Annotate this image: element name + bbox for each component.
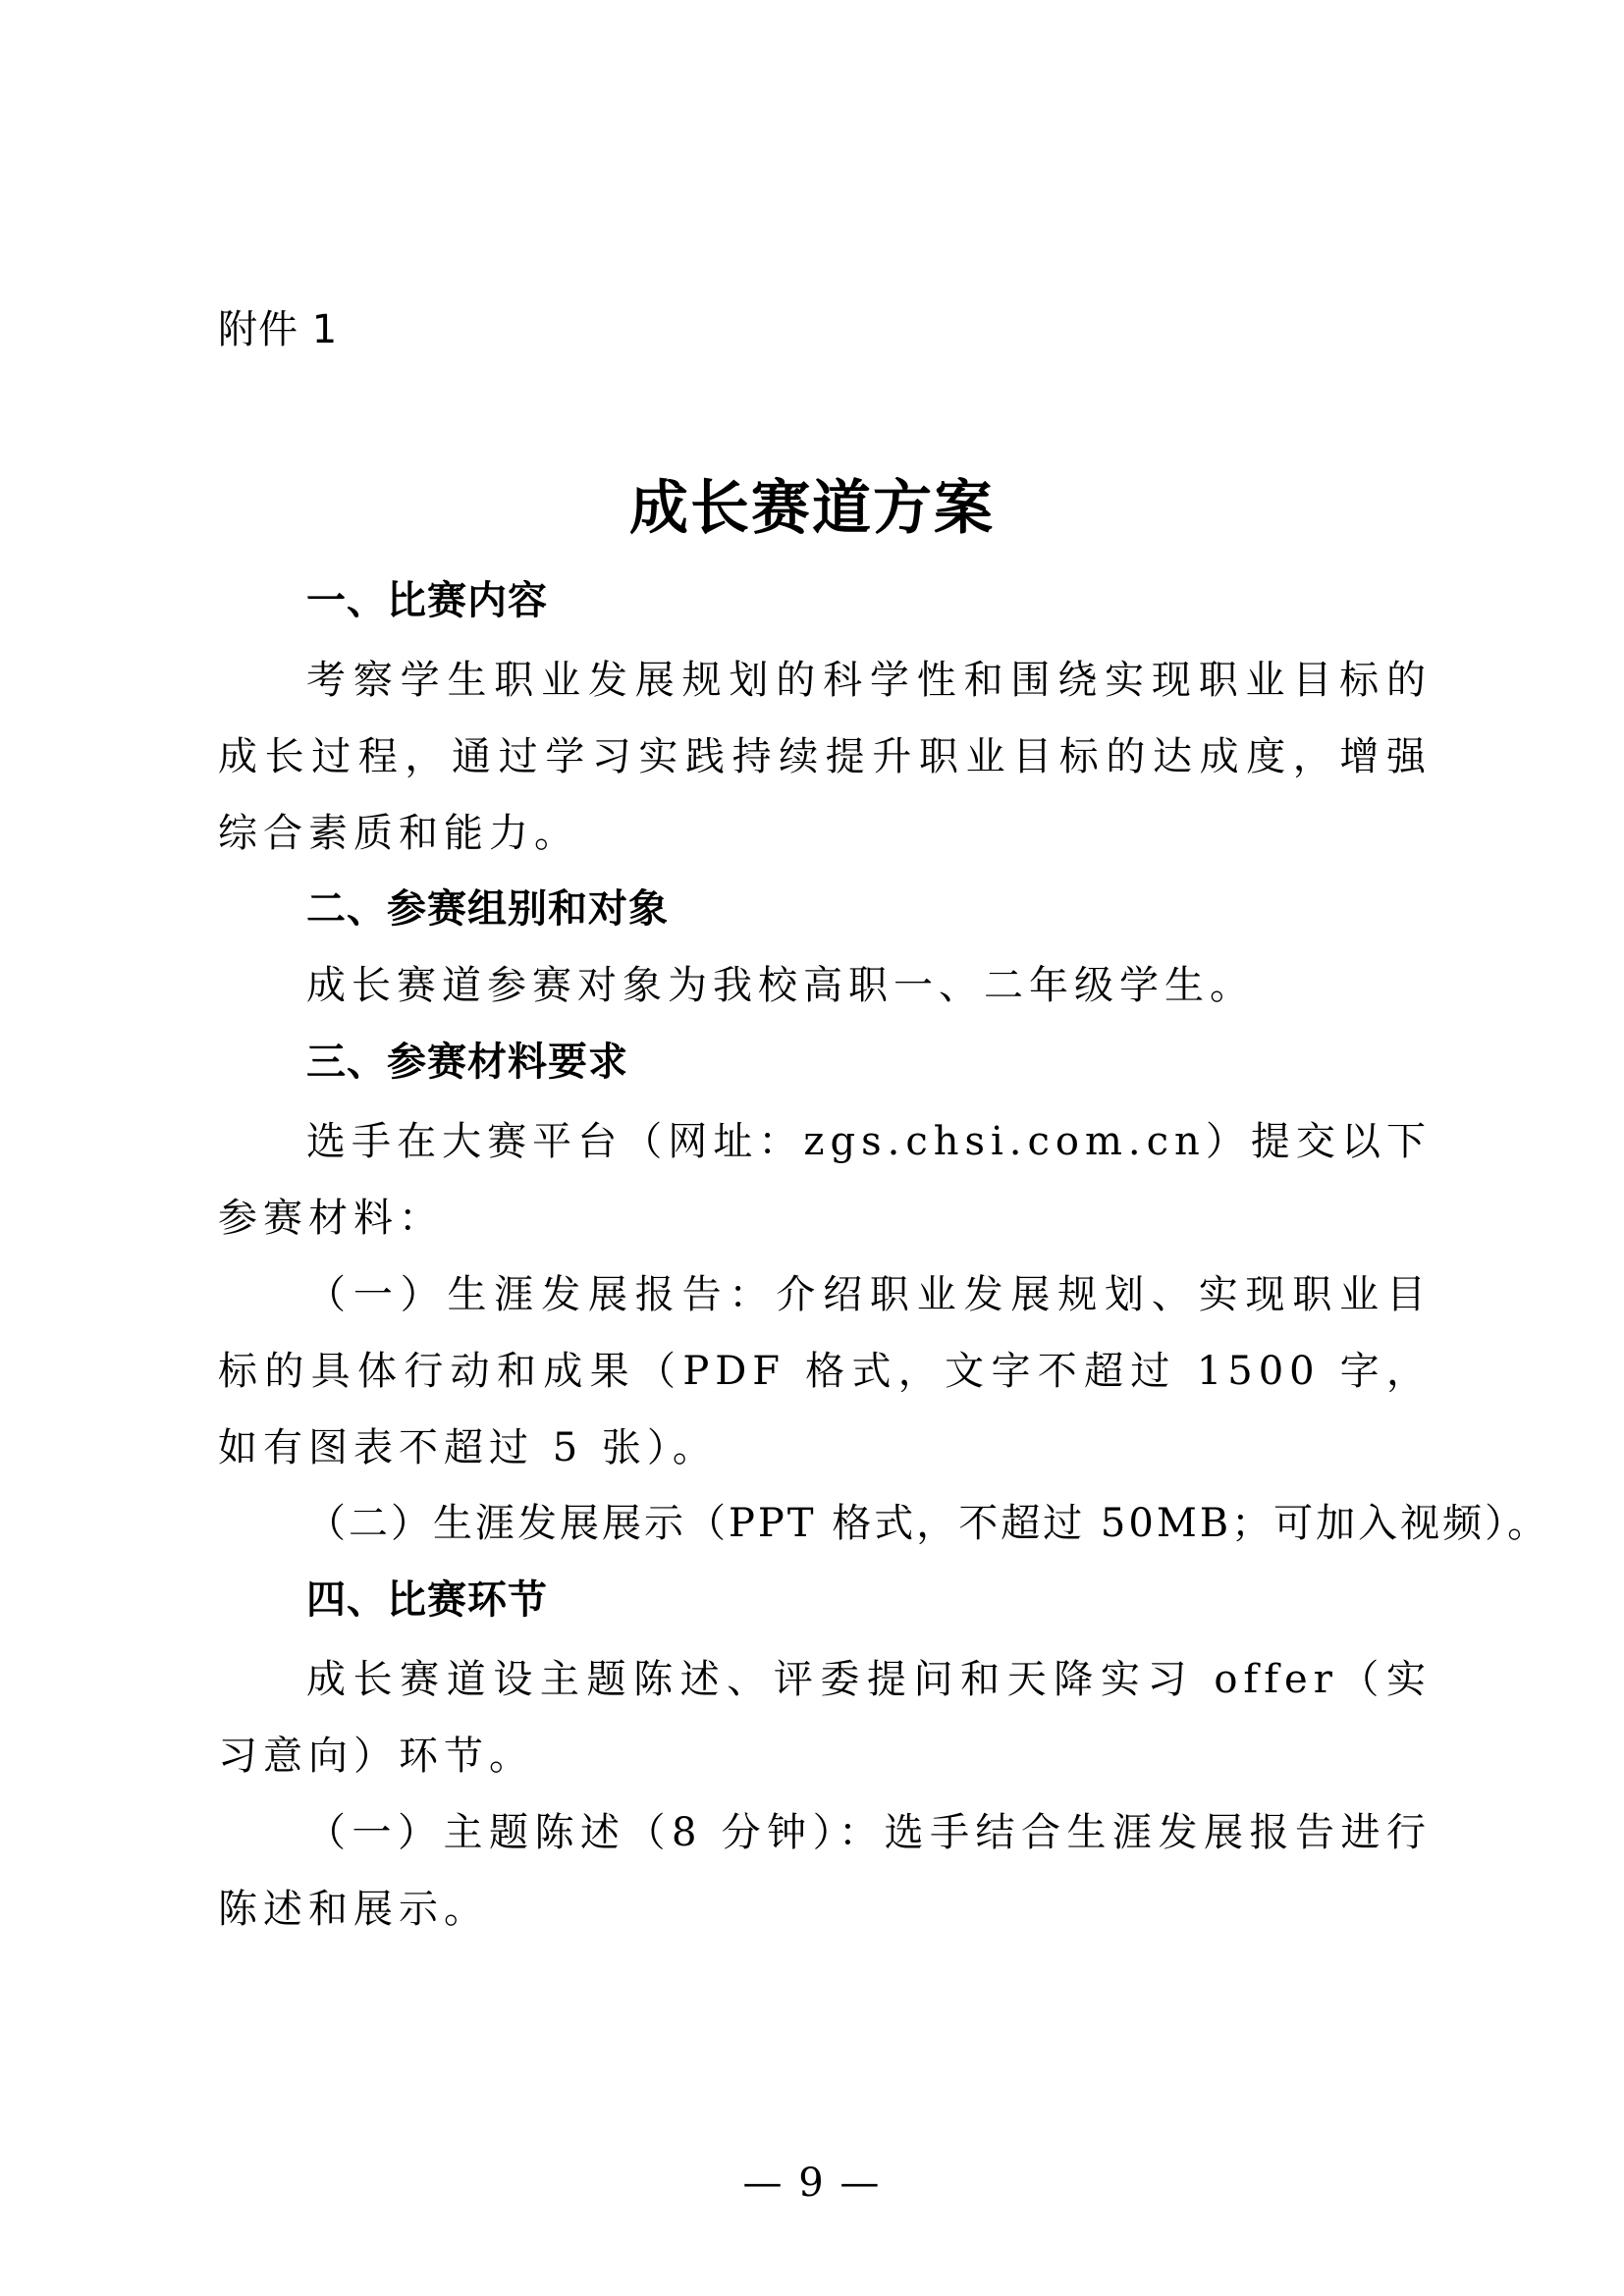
section-paragraph-stages-intro: 成长赛道设主题陈述、评委提问和天降实习 offer（实习意向）环节。 [218,1657,1432,1779]
section-heading-stages: 四、比赛环节 [306,1577,548,1623]
section-paragraph-materials-intro: 选手在大赛平台（网址：zgs.chsi.com.cn）提交以下参赛材料： [218,1119,1432,1241]
section-paragraph-career-showcase: （二）生涯发展展示（PPT 格式，不超过 50MB；可加入视频）。 [306,1501,1550,1546]
section-paragraph-groups: 成长赛道参赛对象为我校高职一、二年级学生。 [306,963,1255,1008]
attachment-label: 附件 1 [218,307,339,352]
section-paragraph-career-report: （一）生涯发展报告：介绍职业发展规划、实现职业目标的具体行动和成果（PDF 格式，文字不超过 1500 字，如有图表不超过 5 张）。 [218,1272,1432,1470]
section-paragraph-theme-statement: （一）主题陈述（8 分钟）：选手结合生涯发展报告进行陈述和展示。 [218,1810,1432,1932]
section-heading-materials: 三、参赛材料要求 [306,1040,628,1085]
section-heading-content: 一、比赛内容 [306,578,548,623]
section-paragraph-content: 考察学生职业发展规划的科学性和围绕实现职业目标的成长过程，通过学习实践持续提升职业目标的达成度，增强综合素质和能力。 [218,658,1432,856]
section-heading-groups: 二、参赛组别和对象 [306,886,669,932]
document-title: 成长赛道方案 [629,474,995,543]
page-number: — 9 — [742,2161,882,2206]
